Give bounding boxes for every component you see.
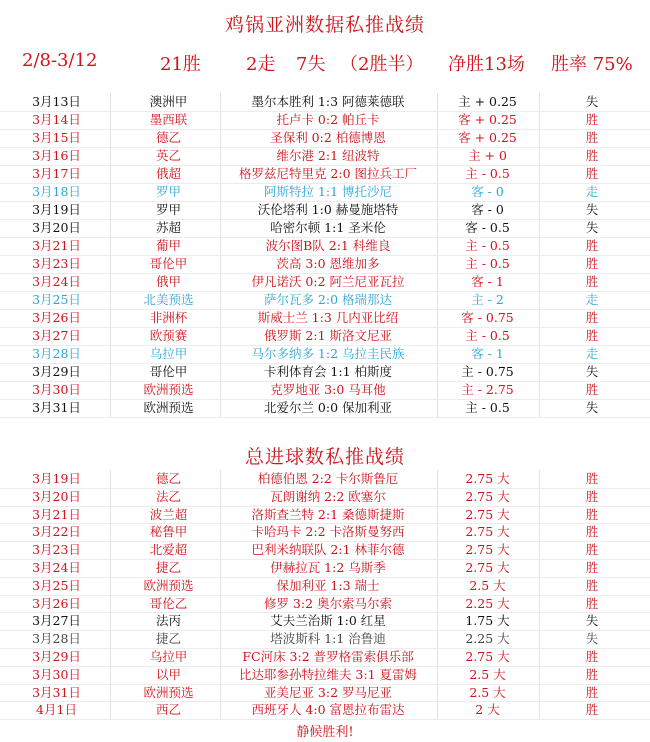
row-league: 以甲 — [155, 666, 181, 682]
row-handicap-line: 主 - 0.5 — [465, 400, 510, 415]
row-result: 胜 — [585, 577, 599, 593]
row-match: 卡哈玛卡 2:2 卡洛斯曼努西 — [251, 524, 405, 540]
row-league: 西乙 — [155, 702, 181, 718]
row-handicap-line: 客 - 1 — [471, 346, 504, 361]
table-row — [0, 399, 650, 417]
summary-wins: 21胜 — [160, 54, 201, 75]
row-handicap-line: 客 - 1 — [471, 274, 504, 289]
row-date: 3月21日 — [32, 238, 81, 253]
row-handicap-line: 客 - 0 — [471, 202, 504, 217]
table-row — [0, 666, 650, 684]
row-result: 胜 — [585, 166, 599, 181]
row-league: 北爱超 — [149, 542, 188, 558]
row-date: 3月30日 — [32, 666, 81, 682]
row-match: 圣保利 0:2 柏德博恩 — [270, 130, 386, 145]
summary-period: 2/8-3/12 — [22, 50, 98, 71]
row-league: 捷乙 — [155, 631, 181, 647]
summary-draws: 2走 — [246, 54, 276, 75]
row-match: 马尔多纳多 1:2 乌拉圭民族 — [251, 346, 405, 361]
row-date: 3月25日 — [32, 577, 81, 593]
row-date: 3月14日 — [32, 112, 81, 127]
table-row — [0, 541, 650, 559]
row-league: 欧洲预选 — [143, 577, 194, 593]
row-match: 阿斯特拉 1:1 博托沙尼 — [263, 184, 393, 199]
table-row — [0, 345, 650, 363]
row-handicap-line: 2.75 大 — [465, 542, 510, 558]
table-row — [0, 595, 650, 613]
row-date: 3月28日 — [32, 631, 81, 647]
table-row — [0, 219, 650, 237]
summary-half-win: （2胜半） — [340, 54, 424, 75]
row-league: 法乙 — [155, 488, 181, 504]
row-league: 哥伦乙 — [149, 595, 188, 611]
table-row — [0, 129, 650, 147]
row-handicap-line: 2.75 大 — [465, 524, 510, 540]
row-match: 塔波斯科 1:1 治鲁迪 — [270, 631, 386, 647]
row-result: 失 — [585, 613, 599, 629]
row-date: 3月18日 — [32, 184, 81, 199]
row-match: 克罗地亚 3:0 马耳他 — [270, 382, 386, 397]
row-divider — [0, 417, 650, 418]
row-match: 托卢卡 0:2 帕丘卡 — [276, 112, 380, 127]
row-handicap-line: 客 + 0.25 — [458, 112, 517, 127]
row-result: 胜 — [585, 488, 599, 504]
row-match: 伊凡诺沃 0:2 阿兰尼亚瓦拉 — [251, 274, 405, 289]
table-row — [0, 701, 650, 719]
row-result: 胜 — [585, 238, 599, 253]
row-handicap-line: 2.75 大 — [465, 488, 510, 504]
row-result: 胜 — [585, 382, 599, 397]
row-result: 走 — [585, 346, 599, 361]
row-league: 乌拉甲 — [149, 649, 188, 664]
row-result: 失 — [585, 202, 599, 217]
summary-net-wins: 净胜13场 — [448, 54, 525, 75]
row-result: 失 — [585, 94, 599, 109]
row-handicap-line: 2.75 大 — [465, 506, 510, 522]
row-league: 北美预选 — [143, 292, 194, 307]
table-row — [0, 183, 650, 201]
row-date: 3月16日 — [32, 148, 81, 163]
table-row — [0, 684, 650, 702]
row-date: 3月23日 — [32, 542, 81, 558]
row-date: 3月19日 — [32, 202, 81, 217]
row-handicap-line: 2.75 大 — [465, 649, 510, 664]
table-row — [0, 648, 650, 666]
row-result: 胜 — [585, 328, 599, 343]
row-match: 萨尔瓦多 2:0 格瑞那达 — [263, 292, 393, 307]
row-date: 3月30日 — [32, 382, 81, 397]
row-league: 罗甲 — [155, 202, 181, 217]
row-date: 3月29日 — [32, 649, 81, 664]
row-handicap-line: 2.75 大 — [465, 560, 510, 575]
table-row — [0, 559, 650, 577]
summary-win-rate: 胜率 75% — [551, 54, 633, 75]
row-match: 哈密尔顿 1:1 圣米伦 — [270, 220, 386, 235]
row-result: 胜 — [585, 560, 599, 575]
row-result: 走 — [585, 292, 599, 307]
row-match: 修罗 3:2 奥尔索马尔索 — [263, 595, 393, 611]
table-row — [0, 309, 650, 327]
row-league: 墨西联 — [149, 112, 188, 127]
table-row — [0, 577, 650, 595]
row-handicap-line: 主 + 0.25 — [458, 94, 517, 109]
table-row — [0, 506, 650, 524]
row-result: 胜 — [585, 702, 599, 718]
row-date: 3月29日 — [32, 364, 81, 379]
row-league: 法丙 — [155, 613, 181, 629]
row-result: 失 — [585, 400, 599, 415]
row-date: 3月17日 — [32, 166, 81, 181]
row-result: 失 — [585, 220, 599, 235]
table-row — [0, 363, 650, 381]
row-result: 胜 — [585, 649, 599, 664]
table-row — [0, 93, 650, 111]
row-date: 3月24日 — [32, 560, 81, 575]
table-row — [0, 273, 650, 291]
row-league: 罗甲 — [155, 184, 181, 199]
row-date: 3月22日 — [32, 524, 81, 540]
row-league: 德乙 — [155, 471, 181, 486]
row-handicap-line: 2.25 大 — [465, 595, 510, 611]
row-handicap-line: 客 + 0.25 — [458, 130, 517, 145]
row-handicap-line: 2.25 大 — [465, 631, 510, 647]
row-date: 3月23日 — [32, 256, 81, 271]
row-result: 胜 — [585, 148, 599, 163]
row-league: 欧洲预选 — [143, 684, 194, 700]
row-match: 比达耶参孙特拉维夫 3:1 夏雷姆 — [238, 666, 418, 682]
row-league: 哥伦甲 — [149, 256, 188, 271]
row-league: 捷乙 — [155, 560, 181, 575]
table-row — [0, 630, 650, 648]
row-handicap-line: 主 - 0.75 — [461, 364, 514, 379]
row-league: 哥伦甲 — [149, 364, 188, 379]
row-handicap-line: 主 + 0 — [468, 148, 507, 163]
row-result: 走 — [585, 184, 599, 199]
row-match: 格罗兹尼特里克 2:0 图拉兵工厂 — [238, 166, 418, 181]
row-league: 俄甲 — [155, 274, 181, 289]
row-league: 欧洲预选 — [143, 382, 194, 397]
row-league: 秘鲁甲 — [149, 524, 188, 540]
row-result: 失 — [585, 631, 599, 647]
row-league: 欧洲预选 — [143, 400, 194, 415]
row-result: 胜 — [585, 595, 599, 611]
asian-record-title: 鸡锅亚洲数据私推战绩 — [224, 14, 425, 36]
row-handicap-line: 2.5 大 — [469, 684, 506, 700]
goals-record-title: 总进球数私推战绩 — [244, 446, 405, 468]
table-row — [0, 523, 650, 541]
row-league: 葡甲 — [155, 238, 181, 253]
row-date: 3月19日 — [32, 471, 81, 486]
row-league: 波兰超 — [149, 506, 188, 522]
table-row — [0, 612, 650, 630]
row-date: 3月20日 — [32, 488, 81, 504]
row-date: 3月15日 — [32, 130, 81, 145]
table-row — [0, 327, 650, 345]
row-result: 胜 — [585, 542, 599, 558]
row-date: 3月13日 — [32, 94, 81, 109]
row-date: 3月27日 — [32, 613, 81, 629]
row-league: 苏超 — [155, 220, 181, 235]
row-date: 3月24日 — [32, 274, 81, 289]
row-handicap-line: 主 - 0.5 — [465, 238, 510, 253]
row-result: 胜 — [585, 506, 599, 522]
row-match: 卡利体育会 1:1 柏斯度 — [263, 364, 393, 379]
row-handicap-line: 1.75 大 — [465, 613, 510, 629]
row-date: 3月21日 — [32, 506, 81, 522]
row-date: 3月26日 — [32, 595, 81, 611]
summary-bar — [0, 44, 650, 74]
row-match: 西班牙人 4:0 富恩拉布雷达 — [251, 702, 405, 718]
row-match: 瓦朗谢纳 2:2 欧塞尔 — [270, 488, 386, 504]
table-row — [0, 470, 650, 488]
row-handicap-line: 客 - 0.75 — [461, 310, 514, 325]
row-result: 胜 — [585, 112, 599, 127]
row-result: 胜 — [585, 274, 599, 289]
row-match: 柏德伯恩 2:2 卡尔斯鲁厄 — [257, 471, 399, 486]
footer-slogan: 静候胜利! — [296, 725, 354, 740]
table-row — [0, 111, 650, 129]
row-handicap-line: 主 - 0.5 — [465, 166, 510, 181]
row-match: 洛斯查兰特 2:1 桑德斯捷斯 — [251, 506, 405, 522]
row-date: 4月1日 — [36, 702, 77, 718]
row-result: 胜 — [585, 256, 599, 271]
row-league: 澳洲甲 — [149, 94, 188, 109]
row-date: 3月27日 — [32, 328, 81, 343]
row-handicap-line: 客 - 0.5 — [465, 220, 510, 235]
row-result: 胜 — [585, 310, 599, 325]
row-match: 亚美尼亚 3:2 罗马尼亚 — [263, 684, 393, 700]
row-handicap-line: 主 - 0.5 — [465, 328, 510, 343]
row-league: 非洲杯 — [149, 310, 188, 325]
row-result: 胜 — [585, 666, 599, 682]
row-league: 俄超 — [155, 166, 181, 181]
row-handicap-line: 2.75 大 — [465, 471, 510, 486]
row-match: 俄罗斯 2:1 斯洛文尼亚 — [263, 328, 393, 343]
row-match: 茨高 3:0 恩维加多 — [276, 256, 380, 271]
row-match: 保加利亚 1:3 瑞士 — [276, 577, 380, 593]
row-league: 欧预赛 — [149, 328, 188, 343]
row-handicap-line: 主 - 2 — [471, 292, 504, 307]
row-handicap-line: 2.5 大 — [469, 577, 506, 593]
goals-record-table — [0, 470, 650, 720]
table-row — [0, 291, 650, 309]
row-handicap-line: 客 - 0 — [471, 184, 504, 199]
row-date: 3月20日 — [32, 220, 81, 235]
row-date: 3月31日 — [32, 400, 81, 415]
row-match: 墨尔本胜利 1:3 阿德莱德联 — [251, 94, 405, 109]
table-row — [0, 237, 650, 255]
table-row — [0, 381, 650, 399]
row-result: 胜 — [585, 524, 599, 540]
row-result: 失 — [585, 364, 599, 379]
row-date: 3月31日 — [32, 684, 81, 700]
row-result: 胜 — [585, 684, 599, 700]
row-match: 北爱尔兰 0:0 保加利亚 — [263, 400, 393, 415]
table-row — [0, 488, 650, 506]
row-match: 艾夫兰治斯 1:0 红星 — [270, 613, 386, 629]
table-row — [0, 165, 650, 183]
row-result: 胜 — [585, 130, 599, 145]
row-league: 德乙 — [155, 130, 181, 145]
row-league: 乌拉甲 — [149, 346, 188, 361]
row-match: 维尔港 2:1 纽波特 — [276, 148, 380, 163]
row-match: 巴利米纳联队 2:1 林菲尔德 — [251, 542, 405, 558]
row-date: 3月26日 — [32, 310, 81, 325]
row-match: FC河床 3:2 普罗格雷索俱乐部 — [242, 649, 414, 664]
row-match: 斯威士兰 1:3 几内亚比绍 — [257, 310, 399, 325]
table-row — [0, 147, 650, 165]
summary-losses: 7失 — [296, 54, 326, 75]
row-match: 伊赫拉瓦 1:2 乌斯季 — [270, 560, 386, 575]
row-handicap-line: 2.5 大 — [469, 666, 506, 682]
row-date: 3月25日 — [32, 292, 81, 307]
row-handicap-line: 2 大 — [475, 702, 500, 718]
row-match: 沃伦塔利 1:0 赫曼施塔特 — [257, 202, 399, 217]
row-result: 胜 — [585, 471, 599, 486]
row-handicap-line: 主 - 0.5 — [465, 256, 510, 271]
table-row — [0, 201, 650, 219]
asian-record-table — [0, 93, 650, 423]
row-date: 3月28日 — [32, 346, 81, 361]
row-handicap-line: 主 - 2.75 — [461, 382, 514, 397]
table-row — [0, 255, 650, 273]
row-match: 波尔图B队 2:1 科维良 — [265, 238, 391, 253]
row-league: 英乙 — [155, 148, 181, 163]
